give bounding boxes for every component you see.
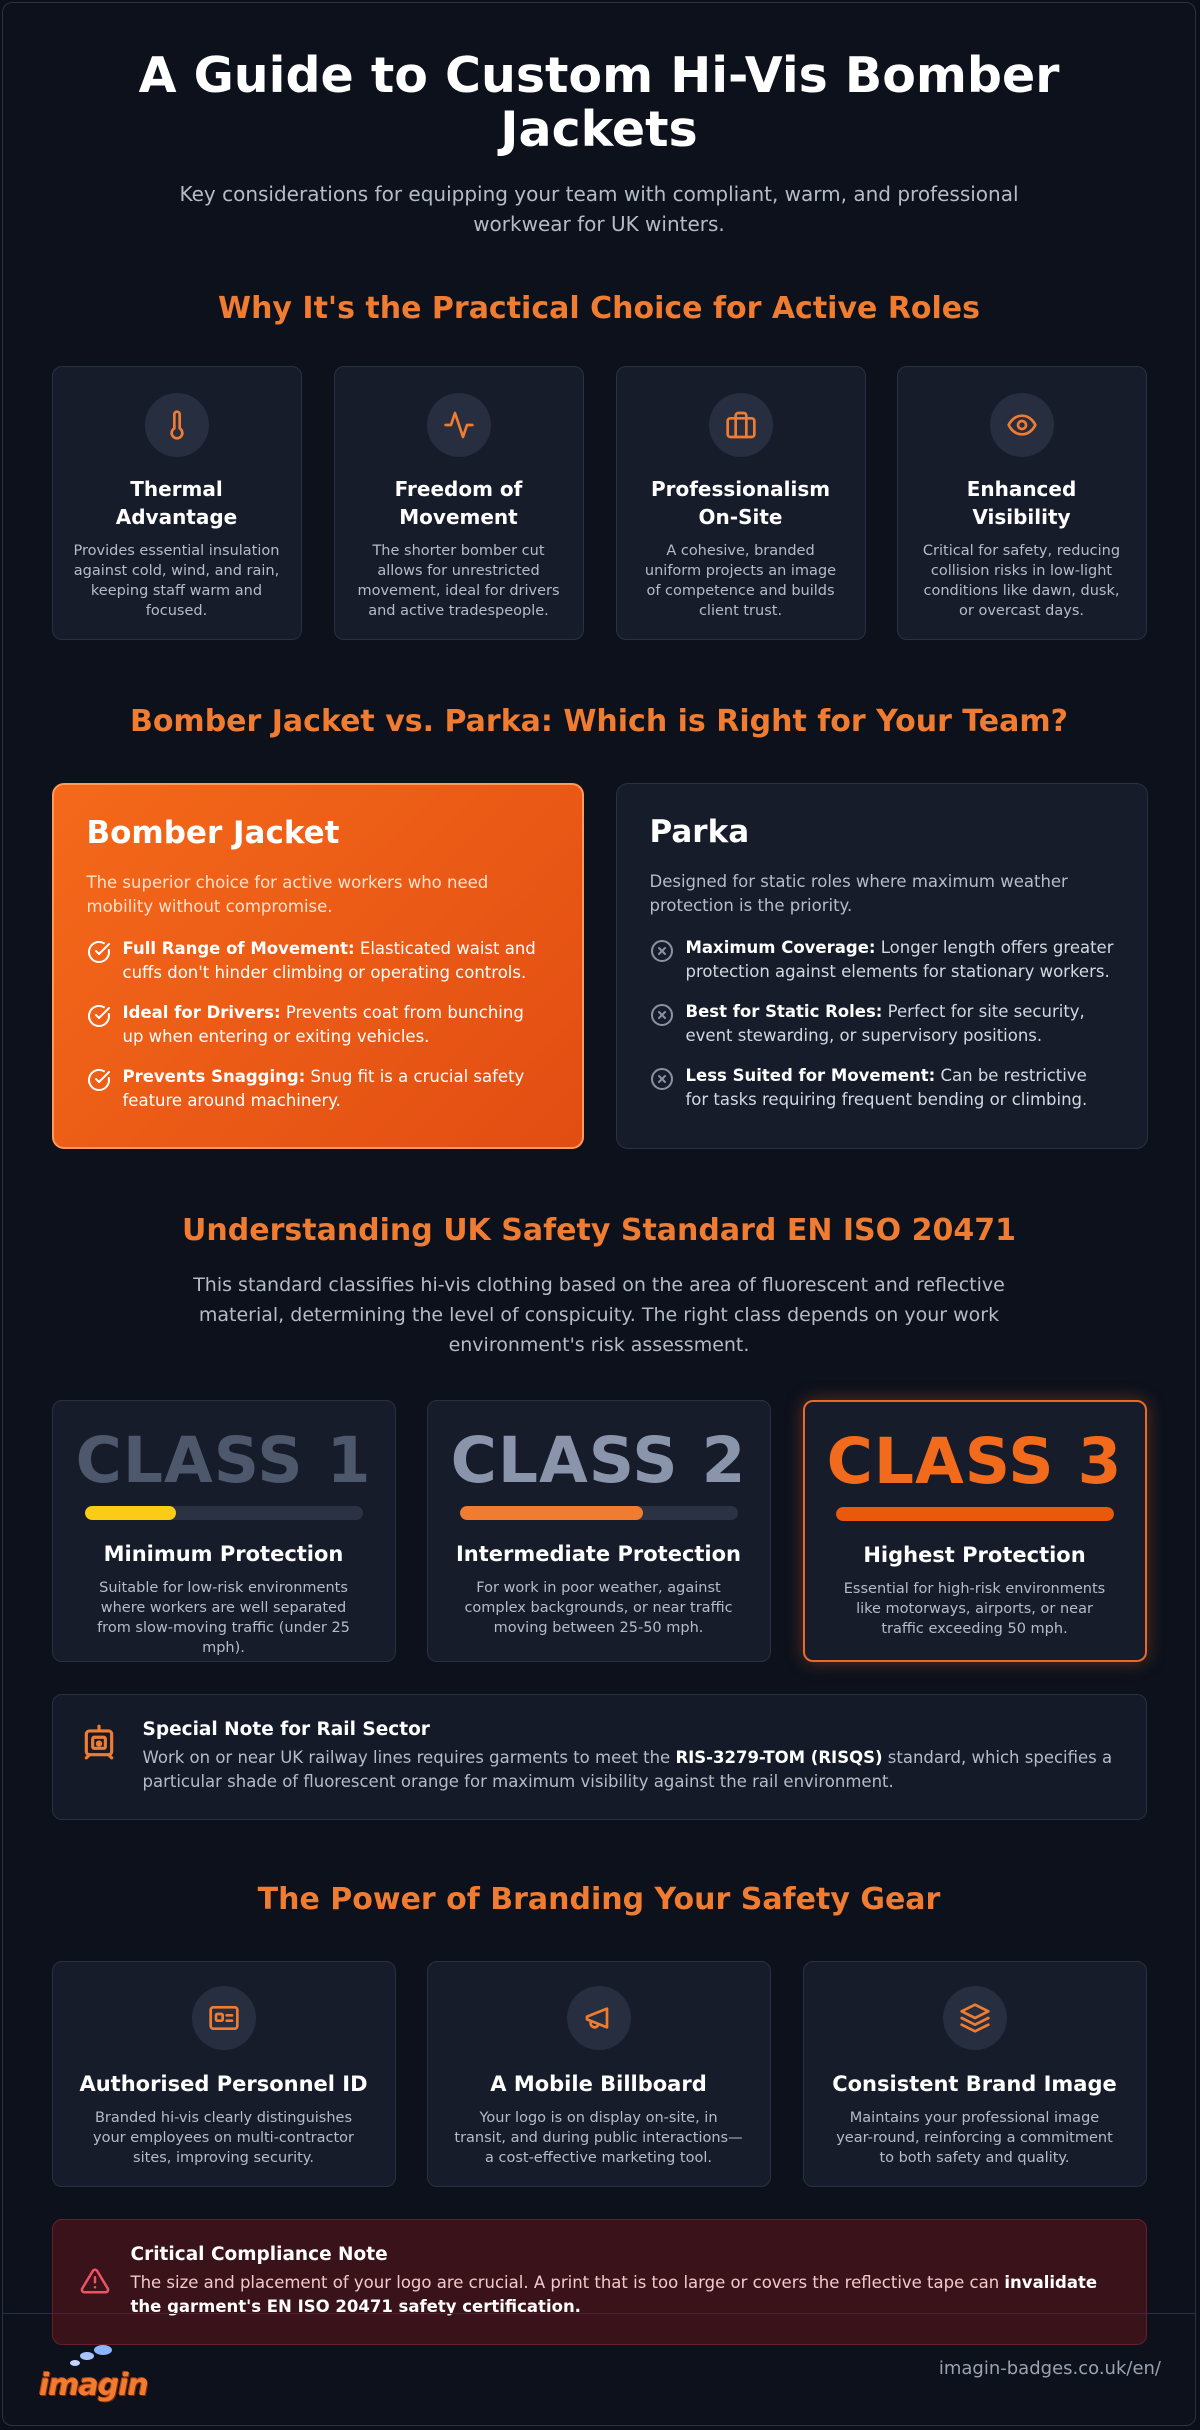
item-text: Snug fit is a crucial safety feature around machinery. bbox=[122, 1066, 525, 1110]
class-card-2 bbox=[427, 1400, 771, 1662]
page-title: A Guide to Custom Hi-Vis Bomber Jackets bbox=[138, 47, 1060, 158]
main-content bbox=[52, 3, 1147, 2345]
class-level-bar bbox=[460, 1506, 738, 1520]
why-card-professionalism bbox=[616, 366, 866, 640]
thermometer-icon bbox=[145, 393, 209, 457]
compare-cards bbox=[52, 783, 1147, 1149]
bomber-intro: The superior choice for active workers who need mobility without compromise. bbox=[86, 872, 489, 916]
why-card-desc: Provides essential insulation against cold, wind, and rain, keeping staff warm and focused. bbox=[73, 542, 280, 619]
brand-card-desc: Maintains your professional image year-round, reinforcing a commitment to both safety and quality. bbox=[836, 2109, 1113, 2166]
parka-intro: Designed for static roles where maximum weather protection is the priority. bbox=[649, 871, 1068, 915]
brand-card-title: Consistent Brand Image bbox=[832, 2071, 1117, 2096]
list-item bbox=[87, 1065, 549, 1113]
activity-icon bbox=[427, 393, 491, 457]
brand-card-billboard bbox=[427, 1961, 771, 2187]
item-text: Elasticated waist and cuffs don't hinder climbing or operating controls. bbox=[122, 938, 536, 982]
footer bbox=[3, 2313, 1196, 2426]
why-card-title: Freedom of Movement bbox=[394, 476, 523, 529]
list-item bbox=[650, 1000, 1114, 1048]
why-card-desc: Critical for safety, reducing collision risks in low-light conditions like dawn, dusk, or overcast days. bbox=[922, 542, 1121, 619]
why-card-title: Professionalism On-Site bbox=[650, 476, 831, 529]
class-desc: For work in poor weather, against complex backgrounds, or near traffic moving between 25-50 mph. bbox=[464, 1579, 733, 1636]
item-text: Longer length offers greater protection against elements for stationary workers. bbox=[685, 937, 1114, 981]
parka-list bbox=[650, 936, 1114, 1112]
critical-note-title: Critical Compliance Note bbox=[130, 2243, 388, 2265]
item-text: Prevents coat from bunching up when entering or exiting vehicles. bbox=[122, 1002, 524, 1046]
class-desc: Essential for high-risk environments like motorways, airports, or near traffic exceeding 50 mph. bbox=[843, 1580, 1106, 1637]
briefcase-icon bbox=[709, 393, 773, 457]
brand-card-title: Authorised Personnel ID bbox=[79, 2071, 368, 2096]
why-card-desc: A cohesive, branded uniform projects an image of competence and builds client trust. bbox=[644, 542, 837, 619]
class-label: CLASS 3 bbox=[826, 1424, 1123, 1498]
class-level-fill bbox=[85, 1506, 177, 1520]
class-title: Minimum Protection bbox=[103, 1541, 344, 1566]
why-section-title: Why It's the Practical Choice for Active Roles bbox=[217, 290, 981, 326]
brand-card-id bbox=[52, 1961, 396, 2187]
warning-icon bbox=[80, 2244, 131, 2320]
page-subtitle: Key considerations for equipping your team with compliant, warm, and professional workwear for UK winters. bbox=[179, 181, 1019, 236]
why-card-visibility bbox=[897, 366, 1147, 640]
brand-card-title: A Mobile Billboard bbox=[490, 2071, 707, 2096]
item-bold: Ideal for Drivers: bbox=[122, 1002, 281, 1022]
rail-note-standard: RIS-3279-TOM (RISQS) bbox=[675, 1747, 883, 1767]
class-title: Intermediate Protection bbox=[455, 1541, 742, 1566]
x-circle-icon bbox=[650, 936, 686, 984]
branding-section-title: The Power of Branding Your Safety Gear bbox=[257, 1881, 941, 1917]
rail-note-text bbox=[143, 1746, 1119, 1794]
parka-title: Parka bbox=[649, 813, 750, 850]
rail-note-wrap bbox=[52, 1694, 1147, 1820]
eye-icon bbox=[990, 393, 1054, 457]
parka-card bbox=[616, 783, 1148, 1149]
check-circle-icon bbox=[87, 1001, 123, 1049]
list-item bbox=[87, 1001, 549, 1049]
class-desc: Suitable for low-risk environments where workers are well separated from slow-moving traffic (under 25 mph). bbox=[97, 1579, 350, 1656]
brand-card-desc: Branded hi-vis clearly distinguishes your employees on multi-contractor sites, improving security. bbox=[93, 2109, 354, 2166]
list-item bbox=[650, 936, 1114, 984]
why-cards bbox=[52, 366, 1147, 640]
rail-note-text-after: standard, which specifies a particular shade of fluorescent orange for maximum visibility against the rail environment. bbox=[142, 1747, 1113, 1791]
class-card-1 bbox=[52, 1400, 396, 1662]
item-bold: Maximum Coverage: bbox=[685, 937, 876, 957]
critical-note-text bbox=[131, 2271, 1119, 2319]
brand-card-desc: Your logo is on display on-site, in transit, and during public interactions—a cost-effective marketing tool. bbox=[454, 2109, 743, 2166]
item-bold: Full Range of Movement: bbox=[122, 938, 355, 958]
standard-section-title: Understanding UK Safety Standard EN ISO 20471 bbox=[182, 1212, 1016, 1248]
class-label: CLASS 2 bbox=[450, 1423, 747, 1497]
bomber-title: Bomber Jacket bbox=[86, 814, 340, 851]
page-frame bbox=[2, 2, 1196, 2426]
critical-note-warning: invalidate the garment's EN ISO 20471 safety certification. bbox=[130, 2272, 1098, 2316]
class-title: Highest Protection bbox=[863, 1542, 1086, 1567]
bomber-list bbox=[87, 937, 549, 1113]
why-card-title: Thermal Advantage bbox=[115, 476, 238, 529]
why-card-title: Enhanced Visibility bbox=[966, 476, 1077, 529]
rail-note bbox=[52, 1694, 1147, 1820]
compare-section-title: Bomber Jacket vs. Parka: Which is Right for Your Team? bbox=[129, 703, 1069, 739]
critical-note-text-before: The size and placement of your logo are crucial. A print that is too large or covers the reflective tape can bbox=[130, 2272, 1005, 2292]
item-bold: Less Suited for Movement: bbox=[685, 1065, 936, 1085]
rail-note-text-before: Work on or near UK railway lines requires garments to meet the bbox=[142, 1747, 676, 1767]
class-cards bbox=[52, 1400, 1147, 1662]
x-circle-icon bbox=[650, 1064, 686, 1112]
why-card-movement bbox=[334, 366, 584, 640]
class-level-bar bbox=[836, 1507, 1114, 1521]
class-level-bar bbox=[85, 1506, 363, 1520]
item-bold: Best for Static Roles: bbox=[685, 1001, 883, 1021]
class-label: CLASS 1 bbox=[75, 1423, 372, 1497]
item-text: Can be restrictive for tasks requiring frequent bending or climbing. bbox=[685, 1065, 1088, 1109]
train-icon bbox=[80, 1719, 143, 1795]
brand-logo[interactable] bbox=[39, 2344, 159, 2404]
why-card-desc: The shorter bomber cut allows for unrestricted movement, ideal for drivers and active tradespeople. bbox=[357, 542, 560, 619]
check-circle-icon bbox=[87, 937, 123, 985]
class-level-fill bbox=[836, 1507, 1114, 1521]
x-circle-icon bbox=[650, 1000, 686, 1048]
list-item bbox=[650, 1064, 1114, 1112]
brand-card-consistent bbox=[803, 1961, 1147, 2187]
branding-cards bbox=[52, 1961, 1147, 2187]
footer-url-link[interactable]: imagin-badges.co.uk/en/ bbox=[938, 2358, 1161, 2379]
logo-text: imagin bbox=[39, 2368, 148, 2403]
why-card-thermal bbox=[52, 366, 302, 640]
class-level-fill bbox=[460, 1506, 643, 1520]
bomber-card bbox=[52, 783, 584, 1149]
item-text: Perfect for site security, event stewarding, or supervisory positions. bbox=[685, 1001, 1085, 1045]
item-bold: Prevents Snagging: bbox=[122, 1066, 306, 1086]
rail-note-title: Special Note for Rail Sector bbox=[142, 1718, 430, 1740]
id-card-icon bbox=[192, 1986, 256, 2050]
class-card-3 bbox=[803, 1400, 1147, 1662]
list-item bbox=[87, 937, 549, 985]
standard-desc: This standard classifies hi-vis clothing based on the area of fluorescent and reflective material, determining the level of conspicuity. The right class depends on your work environment's risk assessment. bbox=[193, 1273, 1005, 1356]
megaphone-icon bbox=[567, 1986, 631, 2050]
layers-icon bbox=[943, 1986, 1007, 2050]
check-circle-icon bbox=[87, 1065, 123, 1113]
